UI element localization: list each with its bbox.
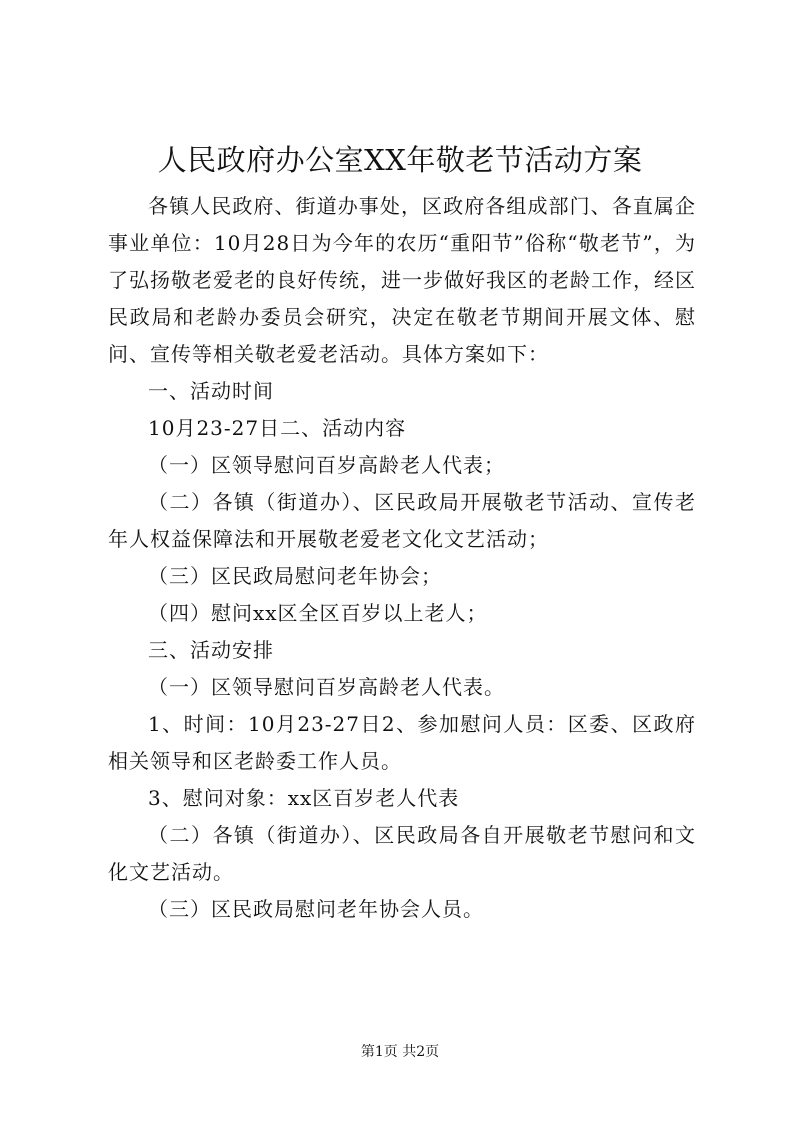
list-item-arrangement-3: （三）区民政局慰问老年协会人员。 — [148, 897, 484, 921]
heading-activity-time: 一、活动时间 — [148, 379, 274, 403]
list-item-content-2: （二）各镇（街道办）、区民政局开展敬老节活动、宣传老年人权益保障法和开展敬老爱老文化文艺活动； — [108, 490, 696, 551]
paragraph-visit-targets: 3、慰问对象：xx区百岁老人代表 — [148, 786, 460, 810]
document-body — [108, 188, 696, 928]
paragraph-intro: 各镇人民政府、街道办事处，区政府各组成部门、各直属企事业单位：10月28日为今年的农历“重阳节”俗称“敬老节”，为了弘扬敬老爱老的良好传统，进一步做好我区的老龄工作，经区民政局和老龄办委员会研究，决定在敬老节期间开展文体、慰问、宣传等相关敬老爱老活动。具体方案如下： — [108, 194, 696, 366]
list-item-content-1: （一）区领导慰问百岁高龄老人代表； — [148, 453, 505, 477]
page-number: 第1页 共2页 — [360, 1044, 440, 1060]
paragraph-time-and-participants: 1、时间：10月23-27日2、参加慰问人员：区委、区政府相关领导和区老龄委工作人员。 — [108, 712, 696, 773]
list-item-content-3: （三）区民政局慰问老年协会； — [148, 564, 442, 588]
list-item-arrangement-1: （一）区领导慰问百岁高龄老人代表。 — [148, 675, 505, 699]
list-item-content-4: （四）慰问xx区全区百岁以上老人； — [148, 601, 488, 625]
list-item-arrangement-2: （二）各镇（街道办）、区民政局各自开展敬老节慰问和文化文艺活动。 — [108, 823, 696, 884]
document-title: 人民政府办公室XX年敬老节活动方案 — [157, 143, 643, 177]
heading-activity-arrangement: 三、活动安排 — [148, 638, 274, 662]
paragraph-time-and-content-heading: 10月23-27日二、活动内容 — [148, 416, 407, 440]
